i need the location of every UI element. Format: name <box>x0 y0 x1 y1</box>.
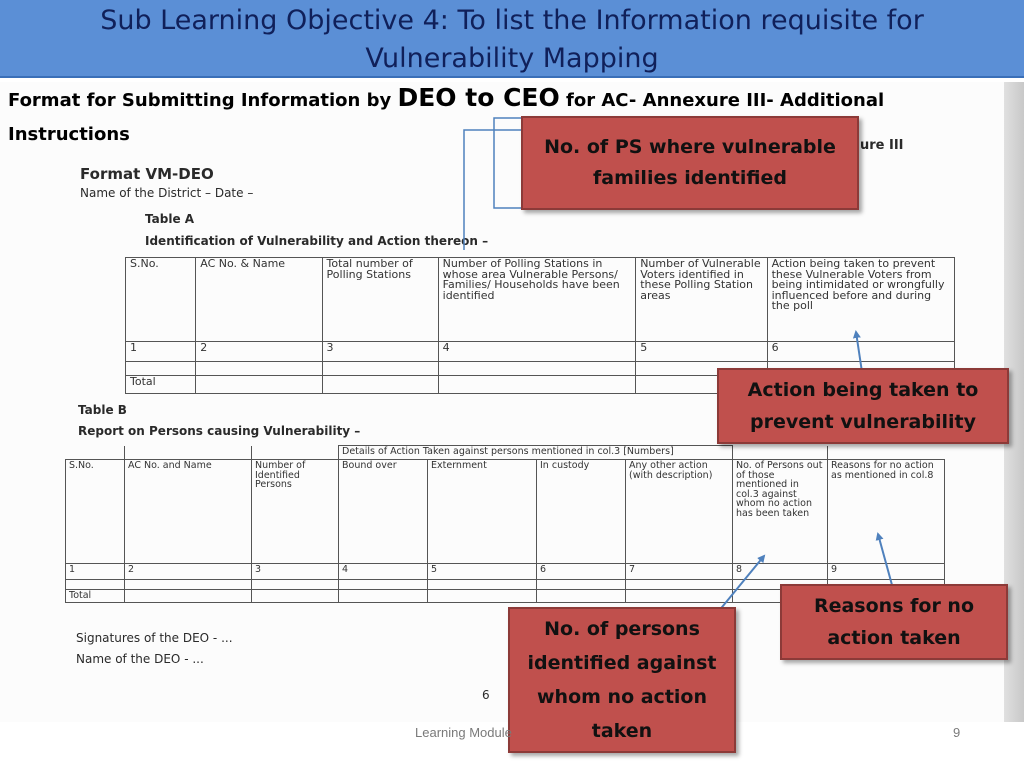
table-b-header-cell: Any other action (with description) <box>626 460 733 564</box>
table-b-number-cell: 6 <box>537 564 626 580</box>
slide-number: 9 <box>953 725 961 740</box>
table-b-header-cell: In custody <box>537 460 626 564</box>
format-title: Format VM-DEO <box>80 165 214 183</box>
table-a-header-cell: Number of Polling Stations in whose area Vulnerable Persons/ Families/ Households have been identified <box>438 258 636 342</box>
callout-connector-ps <box>464 130 522 250</box>
table-b-number-cell: 4 <box>339 564 428 580</box>
callout-action-taken-text: Action being taken to prevent vulnerability <box>747 379 979 433</box>
arrow-reasons <box>878 534 892 585</box>
table-b-header-cell: Bound over <box>339 460 428 564</box>
slide-title: Sub Learning Objective 4: To list the Information requisite for Vulnerability Mapping <box>100 5 924 74</box>
callout-connector-ps-bracket <box>494 118 522 208</box>
table-b-header-cell: No. of Persons out of those mentioned in col.3 against whom no action has been taken <box>733 460 828 564</box>
table-b-group-header: Details of Action Taken against persons mentioned in col.3 [Numbers] <box>339 446 733 460</box>
table-b-caption: Report on Persons causing Vulnerability – <box>78 424 361 438</box>
table-b-header-cell: S.No. <box>66 460 125 564</box>
table-a-caption: Identification of Vulnerability and Action thereon – <box>145 234 489 248</box>
table-b-header-cell: AC No. and Name <box>125 460 252 564</box>
arrow-persons-no-action <box>718 556 764 612</box>
table-b-number-cell: 3 <box>252 564 339 580</box>
subtitle-part2: for AC- Annexure III- Additional Instructions <box>8 90 885 145</box>
table-a-header-cell: Action being taken to prevent these Vulnerable Voters from being intimidated or wrongfully influenced before and during the poll <box>767 258 954 342</box>
table-b-header-cell: Reasons for no action as mentioned in col.8 <box>828 460 945 564</box>
table-b-number-cell: 9 <box>828 564 945 580</box>
table-b-header-cell: Externment <box>428 460 537 564</box>
arrow-action-taken <box>856 332 862 372</box>
table-a-number-cell: 2 <box>196 342 322 362</box>
table-a-number-cell: 6 <box>767 342 954 362</box>
table-b-label: Table B <box>78 403 127 417</box>
table-b-number-cell: 1 <box>66 564 125 580</box>
signature-line: Signatures of the DEO - ... <box>76 631 233 645</box>
callout-persons-no-action <box>508 607 736 753</box>
table-a-header-cell: AC No. & Name <box>196 258 322 342</box>
annexure-label: ure III <box>860 138 904 153</box>
callout-reasons-text: Reasons for no action taken <box>813 595 975 649</box>
callout-ps-vulnerable-text: No. of PS where vulnerable families identified <box>544 136 836 189</box>
table-b-number-cell: 5 <box>428 564 537 580</box>
table-a-header-cell: Total number of Polling Stations <box>322 258 438 342</box>
doc-page-number: 6 <box>482 688 490 702</box>
callout-ps-vulnerable <box>521 116 859 210</box>
table-b-number-cell: 7 <box>626 564 733 580</box>
table-b-header-cell: Number of Identified Persons <box>252 460 339 564</box>
table-a-number-cell: 1 <box>126 342 196 362</box>
table-a-header-cell: Number of Vulnerable Voters identified in these Polling Station areas <box>636 258 767 342</box>
table-b-total-label: Total <box>66 590 125 603</box>
table-a-total-label: Total <box>126 376 196 394</box>
table-a-label: Table A <box>145 212 195 226</box>
callout-persons-no-action-text: No. of persons identified against whom no action taken <box>527 618 717 742</box>
subtitle-part1: Format for Submitting Information by <box>8 90 398 111</box>
table-a-header-cell: S.No. <box>126 258 196 342</box>
callout-action-taken <box>717 368 1009 444</box>
footer-module-label: Learning Module <box>415 725 512 740</box>
table-b-number-cell: 2 <box>125 564 252 580</box>
table-a-number-cell: 4 <box>438 342 636 362</box>
table-b-number-cell: 8 <box>733 564 828 580</box>
table-a-number-cell: 5 <box>636 342 767 362</box>
callout-reasons <box>780 584 1008 660</box>
table-a-number-cell: 3 <box>322 342 438 362</box>
district-line: Name of the District – Date – <box>80 186 254 200</box>
subtitle-emphasis: DEO to CEO <box>397 83 560 112</box>
name-line: Name of the DEO - ... <box>76 652 204 666</box>
